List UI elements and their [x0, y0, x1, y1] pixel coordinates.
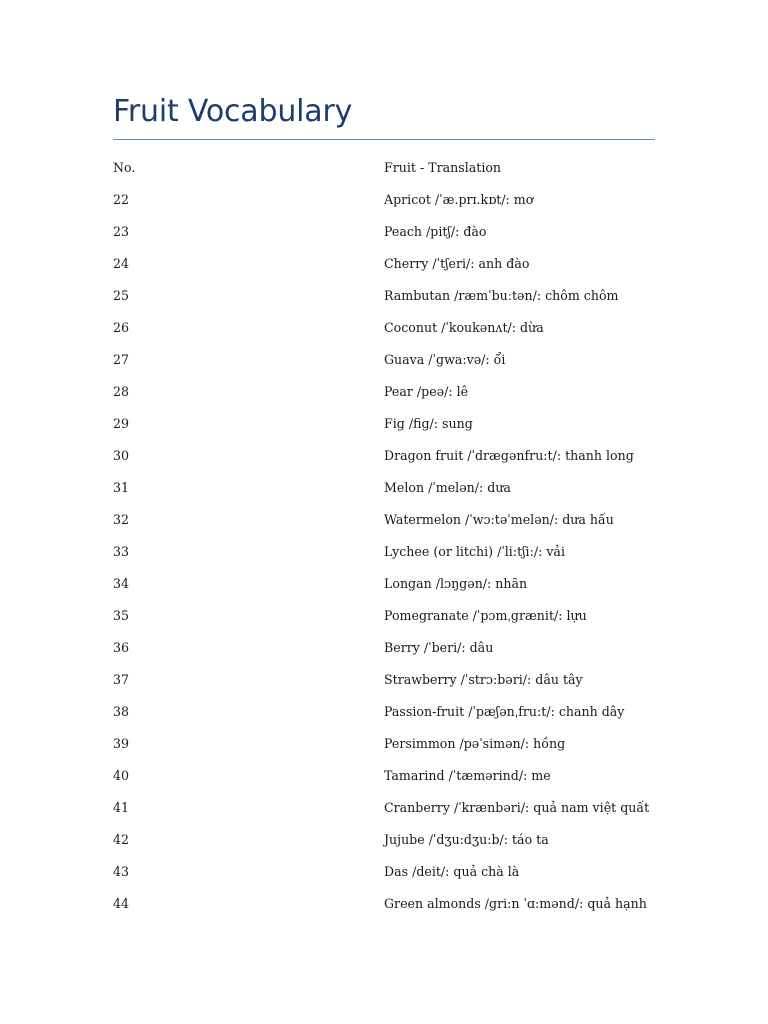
table-row	[113, 864, 655, 896]
row-number: 40	[113, 768, 130, 783]
table-row	[113, 704, 655, 736]
table-row	[113, 224, 655, 256]
row-fruit-translation: Rambutan /ræmˈbuːtən/: chôm chôm	[384, 288, 619, 303]
table-row	[113, 416, 655, 448]
row-number: 30	[113, 448, 130, 463]
vocabulary-table	[113, 160, 655, 928]
table-header-row	[113, 160, 655, 192]
row-number: 25	[113, 288, 130, 303]
row-number: 36	[113, 640, 130, 655]
table-row	[113, 768, 655, 800]
header-fruit: Fruit - Translation	[384, 160, 502, 175]
row-number: 28	[113, 384, 130, 399]
title-underline	[113, 139, 655, 140]
row-number: 22	[113, 192, 130, 207]
row-fruit-translation: Green almonds /gri:n ˈɑ:mənd/: quả hạnh	[384, 896, 647, 911]
row-number: 33	[113, 544, 130, 559]
row-fruit-translation: Dragon fruit /ˈdrægənfru:t/: thanh long	[384, 448, 634, 463]
row-number: 23	[113, 224, 130, 239]
row-fruit-translation: Peach /pitʃ/: đào	[384, 224, 487, 239]
row-fruit-translation: Pear /peə/: lê	[384, 384, 469, 399]
row-number: 31	[113, 480, 130, 495]
table-row	[113, 384, 655, 416]
row-number: 32	[113, 512, 130, 527]
table-row	[113, 640, 655, 672]
header-no: No.	[113, 160, 136, 175]
row-fruit-translation: Melon /ˈmelən/: dưa	[384, 480, 511, 495]
table-row	[113, 576, 655, 608]
row-fruit-translation: Pomegranate /ˈpɔmˌgrænit/: lựu	[384, 608, 587, 623]
row-fruit-translation: Passion-fruit /ˈpæʃənˌfru:t/: chanh dây	[384, 704, 625, 719]
row-number: 38	[113, 704, 130, 719]
table-row	[113, 192, 655, 224]
table-row	[113, 896, 655, 928]
row-fruit-translation: Strawberry /ˈstrɔ:bəri/: dâu tây	[384, 672, 583, 687]
document-title: Fruit Vocabulary	[113, 94, 353, 129]
row-number: 27	[113, 352, 130, 367]
table-row	[113, 736, 655, 768]
row-number: 44	[113, 896, 130, 911]
row-number: 26	[113, 320, 130, 335]
row-fruit-translation: Apricot /ˈæ.prɪ.kɒt/: mơ	[384, 192, 534, 207]
row-fruit-translation: Lychee (or litchi) /ˈli:tʃi:/: vải	[384, 544, 565, 559]
row-fruit-translation: Berry /ˈberi/: dâu	[384, 640, 494, 655]
table-row	[113, 672, 655, 704]
row-number: 29	[113, 416, 130, 431]
table-row	[113, 480, 655, 512]
row-fruit-translation: Persimmon /pəˈsimən/: hồng	[384, 736, 566, 751]
row-fruit-translation: Fig /fig/: sung	[384, 416, 473, 431]
row-number: 24	[113, 256, 130, 271]
row-number: 39	[113, 736, 130, 751]
row-fruit-translation: Watermelon /ˈwɔ:təˈmelən/: dưa hấu	[384, 512, 614, 527]
row-number: 43	[113, 864, 130, 879]
table-row	[113, 288, 655, 320]
row-fruit-translation: Das /deit/: quả chà là	[384, 864, 520, 879]
table-body	[113, 192, 655, 928]
row-fruit-translation: Cranberry /ˈkrænbəri/: quả nam việt quất	[384, 800, 650, 815]
table-row	[113, 512, 655, 544]
row-fruit-translation: Longan /lɔŋgən/: nhãn	[384, 576, 528, 591]
row-number: 37	[113, 672, 130, 687]
row-fruit-translation: Tamarind /ˈtæmərind/: me	[384, 768, 551, 783]
table-row	[113, 352, 655, 384]
table-row	[113, 448, 655, 480]
row-number: 35	[113, 608, 130, 623]
row-fruit-translation: Guava /ˈgwa:və/: ổi	[384, 352, 506, 367]
table-row	[113, 800, 655, 832]
table-row	[113, 256, 655, 288]
row-fruit-translation: Coconut /ˈkoukənʌt/: dừa	[384, 320, 544, 335]
row-fruit-translation: Jujube /ˈdʒu:dʒu:b/: táo ta	[384, 832, 549, 847]
table-row	[113, 832, 655, 864]
row-fruit-translation: Cherry /ˈtʃeri/: anh đào	[384, 256, 530, 271]
table-row	[113, 544, 655, 576]
table-row	[113, 320, 655, 352]
row-number: 34	[113, 576, 130, 591]
table-row	[113, 608, 655, 640]
row-number: 42	[113, 832, 130, 847]
row-number: 41	[113, 800, 130, 815]
